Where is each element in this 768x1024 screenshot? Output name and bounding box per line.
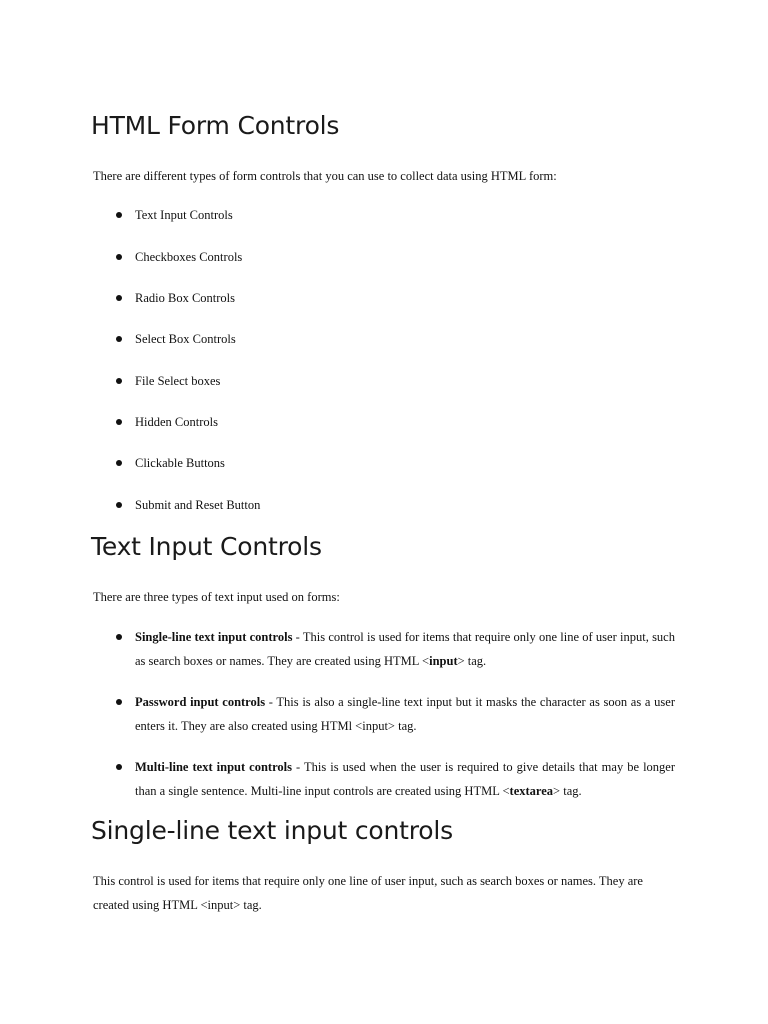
term: Multi-line text input controls (135, 760, 293, 774)
description-end: > tag. (553, 784, 582, 798)
description: - This control is used for items that require only one line of user input, such as search boxes or names. They are created using HTML < (135, 630, 675, 668)
bullet-icon (116, 764, 122, 770)
bullet-icon (116, 699, 122, 705)
list-item-multi-line (135, 755, 675, 803)
bullet-icon (116, 460, 122, 466)
list-item: Text Input Controls (135, 208, 233, 222)
list-item: Radio Box Controls (135, 291, 236, 305)
heading-single-line-text-input-controls: Single-line text input controls (91, 816, 453, 845)
list-item-password (135, 690, 675, 738)
heading-html-form-controls: HTML Form Controls (91, 111, 340, 140)
bullet-icon (116, 212, 122, 218)
list-item: File Select boxes (135, 374, 221, 388)
list-item-single-line (135, 625, 675, 673)
heading-text-input-controls: Text Input Controls (91, 532, 322, 561)
bullet-icon (116, 419, 122, 425)
bullet-icon (116, 295, 122, 301)
list-item: Select Box Controls (135, 332, 236, 346)
list-item: Clickable Buttons (135, 456, 225, 470)
list-item: Hidden Controls (135, 415, 218, 429)
bullet-icon (116, 378, 122, 384)
tag-name: input (429, 654, 458, 668)
description-end: > tag. (457, 654, 487, 668)
term: Single-line text input controls (135, 630, 293, 644)
description: - This is also a single-line text input but it masks the character as soon as a user enters it. They are also created using HTMl <input> tag. (135, 695, 675, 733)
list-item: Checkboxes Controls (135, 250, 243, 264)
intro-paragraph: There are different types of form controls that you can use to collect data using HTML form: (93, 169, 557, 183)
single-line-description: This control is used for items that require only one line of user input, such as search boxes or names. They are created using HTML <input> tag. (93, 874, 643, 912)
description: - This is used when the user is required to give details that may be longer than a single sentence. Multi-line input controls are created using HTML < (135, 760, 676, 798)
tag-name: textarea (509, 784, 554, 798)
bullet-icon (116, 634, 122, 640)
bullet-icon (116, 336, 122, 342)
list-item: Submit and Reset Button (135, 498, 261, 512)
bullet-icon (116, 502, 122, 508)
text-input-intro: There are three types of text input used on forms: (93, 590, 340, 604)
term: Password input controls (135, 695, 266, 709)
bullet-icon (116, 254, 122, 260)
